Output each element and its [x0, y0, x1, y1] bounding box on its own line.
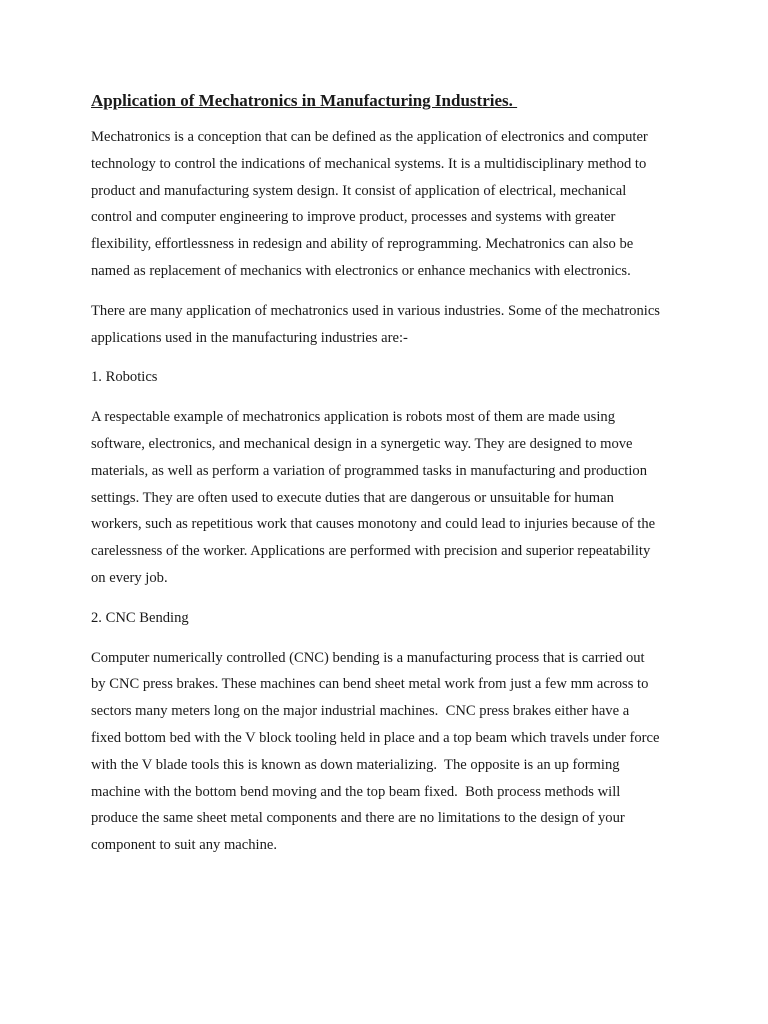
- cnc-line: component to suit any machine.: [91, 837, 278, 854]
- document-title: Application of Mechatronics in Manufacturing Industries.: [91, 91, 518, 110]
- cnc-line: by CNC press brakes. These machines can bend sheet metal work from just a few mm across to: [91, 676, 649, 693]
- cnc-line: produce the same sheet metal components and there are no limitations to the design of your: [91, 810, 625, 827]
- robotics-heading: 1. Robotics: [91, 369, 158, 386]
- robotics-paragraph: [91, 404, 691, 592]
- cnc-bending-heading: 2. CNC Bending: [91, 609, 189, 626]
- robotics-line: on every job.: [91, 569, 168, 586]
- intro-line: control and computer engineering to improve product, processes and systems with greater: [91, 209, 616, 226]
- robotics-line: A respectable example of mechatronics application is robots most of them are made using: [91, 409, 615, 426]
- cnc-line: machine with the bottom bend moving and the top beam fixed. Both process methods will: [91, 783, 621, 800]
- intro-line: named as replacement of mechanics with electronics or enhance mechanics with electronics.: [91, 262, 631, 279]
- applications-intro-line: applications used in the manufacturing industries are:-: [91, 329, 408, 346]
- cnc-line: sectors many meters long on the major industrial machines. CNC press brakes either have a: [91, 703, 630, 720]
- robotics-line: software, electronics, and mechanical design in a synergetic way. They are designed to move: [91, 435, 633, 452]
- intro-line: Mechatronics is a conception that can be defined as the application of electronics and computer: [91, 129, 648, 145]
- document-page: [91, 88, 691, 872]
- robotics-line: carelessness of the worker. Applications are performed with precision and superior repeatability: [91, 543, 651, 560]
- applications-intro-paragraph: [91, 298, 691, 352]
- cnc-line: with the V blade tools this is known as down materializing. The opposite is an up forming: [91, 756, 620, 773]
- robotics-line: workers, such as repetitious work that causes monotony and could lead to injuries because of the: [91, 516, 656, 533]
- intro-line: flexibility, effortlessness in redesign and ability of reprogramming. Mechatronics can also be: [91, 236, 634, 253]
- applications-intro-line: There are many application of mechatronics used in various industries. Some of the mechatronics: [91, 302, 660, 319]
- intro-line: product and manufacturing system design. It consist of application of electrical, mechanical: [91, 182, 627, 199]
- robotics-line: materials, as well as perform a variation of programmed tasks in manufacturing and production: [91, 462, 648, 479]
- robotics-line: settings. They are often used to execute duties that are dangerous or unsuitable for human: [91, 489, 614, 506]
- cnc-line: fixed bottom bed with the V block tooling held in place and a top beam which travels under force: [91, 729, 660, 746]
- cnc-bending-paragraph: [91, 645, 691, 859]
- intro-paragraph: [91, 124, 691, 285]
- intro-line: technology to control the indications of mechanical systems. It is a multidisciplinary method to: [91, 155, 647, 172]
- cnc-line: Computer numerically controlled (CNC) bending is a manufacturing process that is carried out: [91, 649, 645, 666]
